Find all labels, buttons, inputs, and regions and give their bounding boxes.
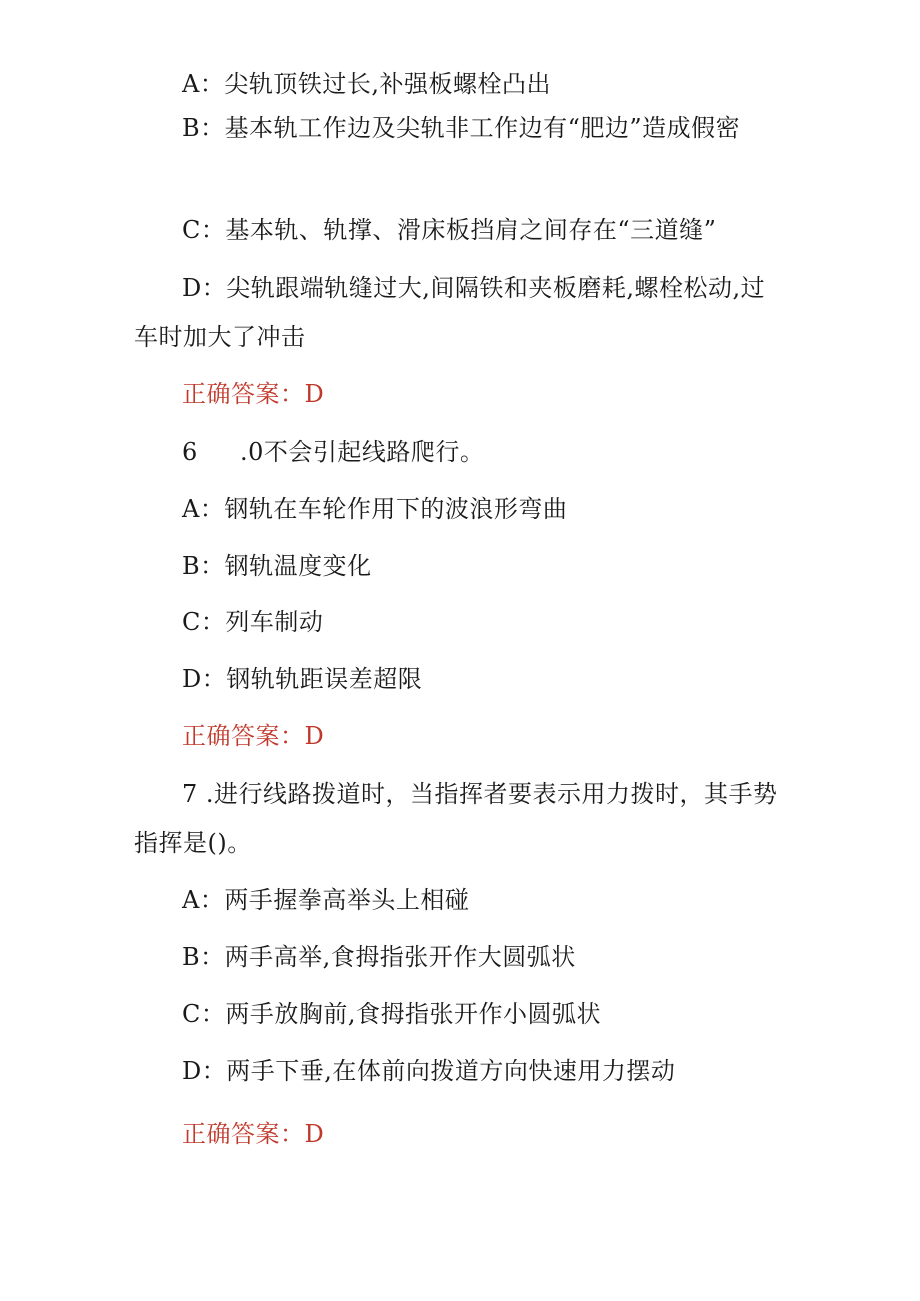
- q6-stem-row: [182, 436, 484, 468]
- q7-answer: 正确答案：D: [182, 1120, 325, 1148]
- q6-option-d: D：钢轨轨距误差超限: [182, 665, 423, 693]
- q5-option-b: B：基本轨工作边及尖轨非工作边有“肥边”造成假密: [182, 114, 741, 142]
- q5-option-c: C：基本轨、轨撑、滑床板挡肩之间存在“三道缝”: [182, 216, 717, 244]
- q5-answer: 正确答案：D: [182, 380, 325, 408]
- q5-option-a: A：尖轨顶铁过长,补强板螺栓凸出: [182, 70, 551, 98]
- q6-option-b: B：钢轨温度变化: [182, 552, 372, 580]
- q7-stem-line1: 7 .进行线路拨道时，当指挥者要表示用力拨时，其手势: [182, 780, 778, 808]
- q7-option-b: B：两手高举,食拇指张开作大圆弧状: [182, 943, 576, 971]
- q6-option-a: A：钢轨在车轮作用下的波浪形弯曲: [182, 495, 568, 523]
- q7-stem-line2: 指挥是()。: [134, 829, 252, 857]
- q5-option-d-line1: D：尖轨跟端轨缝过大,间隔铁和夹板磨耗,螺栓松动,过: [182, 274, 766, 302]
- q6-option-c: C：列车制动: [182, 608, 324, 636]
- q6-number: 6: [182, 438, 198, 466]
- q5-option-d-line2: 车时加大了冲击: [134, 323, 306, 351]
- q7-option-c: C：两手放胸前,食拇指张开作小圆弧状: [182, 1000, 601, 1028]
- q7-option-a: A：两手握拳高举头上相碰: [182, 886, 470, 914]
- q6-answer: 正确答案：D: [182, 722, 325, 750]
- q6-stem: .0不会引起线路爬行。: [240, 438, 485, 466]
- q7-option-d: D：两手下垂,在体前向拨道方向快速用力摆动: [182, 1057, 676, 1085]
